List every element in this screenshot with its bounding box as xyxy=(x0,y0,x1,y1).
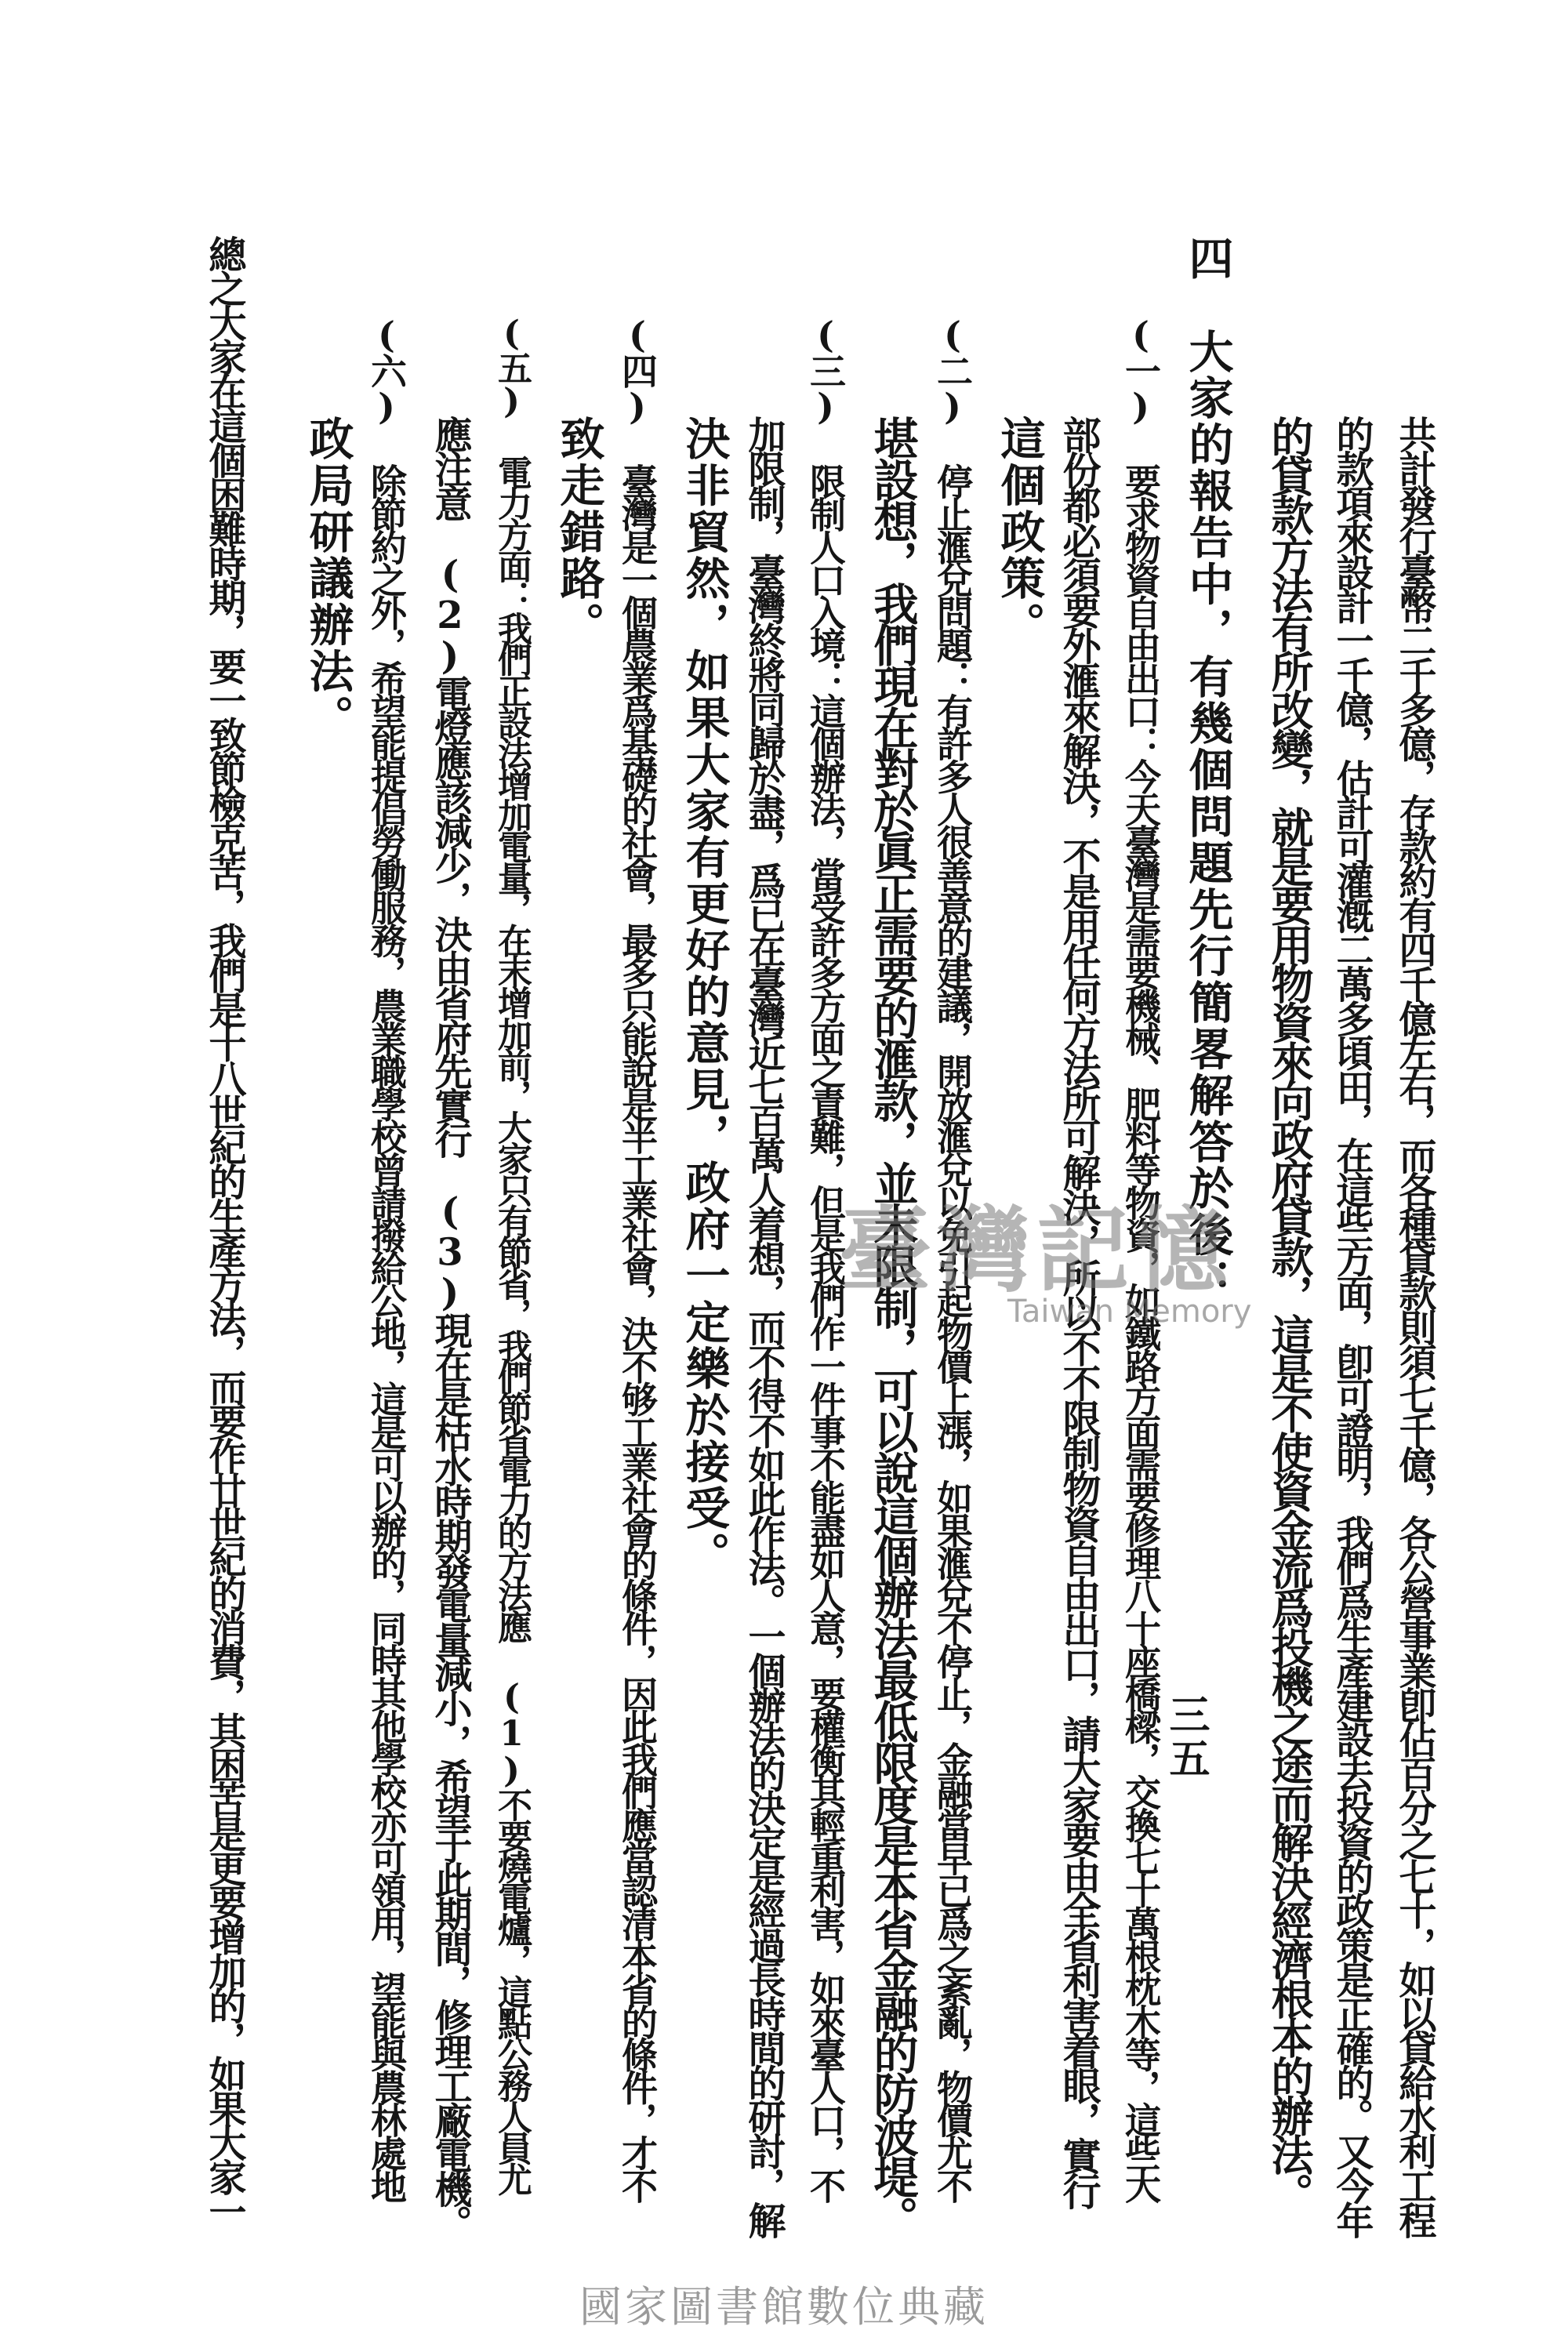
item-3-line-1: (三) 限制人口入境：這個辦法，當受許多方面之責難，但是我們作一件事不能盡如人意，要權衡其輕重利害，如來臺人口，不 xyxy=(804,314,847,2201)
item-2-line-1: (二) 停止滙兌問題：有許多人很善意的建議，開放滙兌以免引起物價上漲，如果滙兌不停止，金融當早已爲之紊亂，物價尤不 xyxy=(931,314,974,2201)
item-2-line-2: 堪設想，我們現在對於眞正需要的滙款，並未限制，可以說這個辦法最低限度是本省金融的防波堤。 xyxy=(866,416,919,2238)
item-1-line-2: 部份都必須要外滙來解決，不是用任何方法所可解決，所以不不限制物資自由出口，請大家要由全省利害着眼，實行 xyxy=(1057,416,1102,2207)
page-number: 三五 xyxy=(1162,1693,1210,1781)
conclusion-line-1: 總之大家在這個困難時期，要一致節檢克苦，我們是十八世紀的生產方法，而要作廿世紀的消費，其困苦是更要增加的，如果大家一 xyxy=(202,235,246,2227)
item-5-line-2: 應注意 (2)電燈應該減少，決由省府先實行 (3)現在是枯水時期發電量減小，希望于此期間，修理工廠電機。 xyxy=(428,416,472,2239)
item-4-line-2: 致走錯路。 xyxy=(553,416,605,648)
text-column-2: 的款項來設計一千億，估計可灌漑二萬多頃田，在這些方面，卽可證明，我們爲生產建設去投資的政策是正確的。又今年 xyxy=(1330,416,1374,2236)
item-5-line-1: (五) 電力方面：我們正設法增加電量，在末增加前，大家只有節省，我們節省電力的方法應 (1)不要燒電爐，這點公務人員尤 xyxy=(492,314,532,2194)
watermark-english-text: Taiwan Memory xyxy=(1007,1294,1252,1330)
item-4-line-1: (四) 臺灣是一個農業爲基礎的社會，最多只能說是半工業社會，決不够工業社會的條件，因此我們應當認清本省的條件，才不 xyxy=(616,314,659,2201)
item-6-line-2: 政局研議辦法。 xyxy=(302,416,354,742)
library-footer: 國家圖書館數位典藏 xyxy=(579,2282,989,2332)
text-column-3: 的貸款方法有所改變，就是要用物資來向政府貸款，這是不使資金流爲投機之途而解決經濟根本的辦法。 xyxy=(1265,416,1315,2212)
watermark-chinese-text: 臺灣記憶 xyxy=(839,1196,1235,1305)
item-6-line-1: (六) 除節約之外，希望能提倡勞働服務，農業職學校曾請撥給公地，這是可以辦的，同時其他學校亦可領用，望能與農林處地 xyxy=(365,314,408,2201)
item-1-line-1: (一) 要求物資自由出口：今天臺灣是需要機械、肥料等物資，如鐵路方面需要修理八十座橋樑，交換七十萬根枕木等，這些大 xyxy=(1120,314,1162,2201)
item-1-line-3: 這個政策。 xyxy=(993,416,1046,648)
item-3-line-2: 加限制，臺灣終將同歸於盡，爲已在臺灣近七百萬人着想，而不得不如此作法。一個辦法的決定是經過長時間的研討，解 xyxy=(742,416,786,2236)
taiwan-memory-watermark xyxy=(839,1176,1278,1364)
text-column-1: 共計發行臺幣二千多億，存款約有四千億左右，而各種貸款則須七千億，各公營事業卽佔百分之七十，如以貸給水利工程 xyxy=(1392,416,1436,2236)
item-3-line-3: 決非貿然，如果大家有更好的意見，政府一定樂於接受。 xyxy=(678,416,731,1578)
section-heading-4: 四 大家的報告中，有幾個問題先行簡畧解答於後： xyxy=(1181,235,1234,1305)
